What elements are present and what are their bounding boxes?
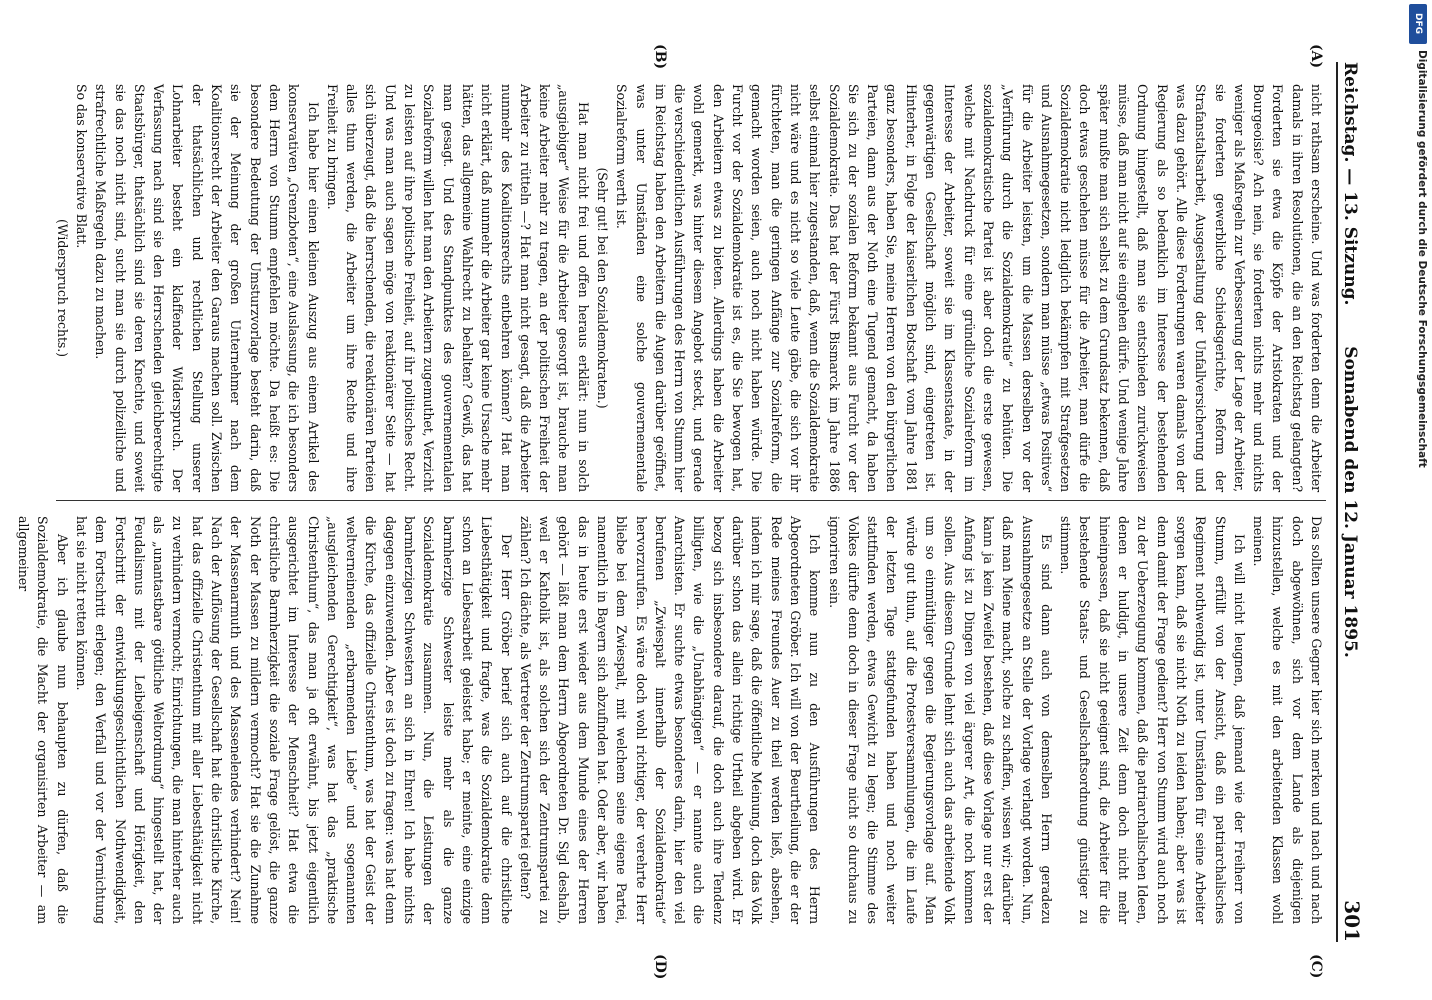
margin-marker-b: (B) [652,44,668,70]
dfg-logo: DFG [1409,4,1427,44]
paragraph: Ich will nicht leugnen, daß jemand wie der Freiherr von Stumm, erfüllt von der Ansicht, daß ein patriarchalisches Regiment nothwendig ist, unter Umständen für seine Arbeiter sorgen kann, daß sie nicht Noth zu leiden haben; aber was ist denn damit der Frage gedient? Herr von Stumm wird auch noch zu der Ueberzeugung kommen, daß die patriarchalischen Ideen, denen er huldigt, in unsere Zeit denn doch nicht mehr hineinpassen, daß sie nicht geeignet sind, die Arbeiter für die bestehende Staats- und Gesellschaftsordnung günstiger zu stimmen. [1058,516,1247,924]
margin-marker-a: (A) [1308,44,1324,69]
paragraph: Das sollten unsere Gegner hier sich merken und nach und nach doch abgewöhnen, sich vor dem Lande als diejenigen hinzustellen, welche es mit den arbeitenden Klassen wohl meinen. [1251,516,1324,924]
paragraph: Hat man nicht frei und offen heraus erklärt: nun in solch „ausgiebiger“ Weise für die Arbeiter gesorgt ist, brauche man keine Arbeiter mehr zu tragen, an der politischen Freiheit der Arbeiter zu rütteln —? Hat man nicht gesagt, daß die Arbeiter nunmehr des Koalitionsrechts entbehren können? Hat man nicht erklärt, daß nunmehr die Arbeiter gar keine Ursache mehr hätten, das allgemeine Wahlrecht zu behalten? Gewiß, das hat man gesagt. Und des Standpunktes des gouvernementalen Sozialreform willen hat man den Arbeitern zugemuthet, Verzicht zu leisten auf ihre politische Freiheit, auf ihr politisches Recht. Und was man auch sagen möge von reaktionärer Seite — hat sich überzeugt, daß die herrschenden, die reaktionären Parteien alles thun werden, die Arbeiter um ihre Rechte und ihre Freiheit zu bringen. [324,84,591,492]
dfg-credit-text: Digitalisierung gefördert durch die Deutsche Forschungsgemeinschaft [1416,50,1428,468]
page-number: 301 [1340,900,1364,942]
margin-marker-c: (C) [1308,954,1324,979]
paragraph: Der Herr Gröber berief sich auch auf die christliche Liebesthätigkeit und fragte, was die Sozialdemokratie denn schon an Liebesarbeit geleistet habe; er meinte, eine einzige barmherzige Schwester leiste mehr als die ganze Sozialdemokratie zusammen. Nun, die Leistungen der barmherzigen Schwestern an sich in Ehren! Ich habe nichts dagegen einzuwenden. Aber es ist doch zu fragen: was hat denn die Kirche, das offizielle Christenthum, was hat der Geist der weltverneinenden „erbarmenden Liebe“ und sogenannten „ausgleichenden Gerechtigkeit“, was hat das „praktische Christenthum“, das man ja oft erwähnt, bis jetzt eigentlich ausgerichtet im Interesse der Menschheit? Hat etwa die christliche Barmherzigkeit die soziale Frage gelöst, die ganze Noth der Massen zu mildern vermocht? Hat sie die Zunahme der Massenarmuth und des Massenelendes verhindert? Nein! Nach der Auflösung der Gesellschaft hat die christliche Kirche, hat das offizielle Christenthum mit aller Liebesthätigkeit nicht zu verhindern vermocht; Einrichtungen, die man hinterher auch als „unantastbare göttliche Weltordnung“ hingestellt hat, der Feudalismus mit der Leibeigenschaft und Hörigkeit, den Fortschritt der entwicklungsgeschichtlichen Nothwendigkeit, dem Fortschritt erlegen; den Verfall und vor der Vernichtung hat sie nicht retten können. [74,516,514,924]
header-left: Reichstag. — 13. Sitzung. [1340,62,1360,306]
page-header [1336,62,1364,942]
paragraph: Es sind dann auch von demselben Herrn geradezu Ausnahmegesetze an Stelle der Vorlage verlangt worden. Nun, daß man Miene macht, solche zu schaffen, wissen wir; darüber kann ja kein Zweifel bestehen, daß diese Vorlage nur erst der Anfang ist zu Dingen von viel ärgerer Art, die noch kommen sollen. Aus diesem Grunde lehnt sich auch das arbeitende Volk um so einmüthiger gegen die Regierungsvorlage auf. Man würde gut thun, auf die Protestversammlungen, die im Laufe der letzten Tage stattgefunden haben und noch weiter stattfinden werden, etwas Gewicht zu legen; die Stimme des Volkes dürfte denn doch in dieser Frage nicht so durchaus zu ignoriren sein. [826,516,1054,924]
margin-marker-d: (D) [652,954,668,980]
header-date: Sonnabend den 12. Januar 1895. [1340,346,1360,658]
interjection: (Sehr gut! bei den Sozialdemokraten.) [595,167,611,409]
paragraph: nicht rathsam erscheine. Und was forderten denn die Arbeiter damals in ihren Resolutionen, die an den Reichstag gelangten? Forderten sie etwa die Köpfe der Aristokraten und der Bourgeoisie? Ach nein, sie forderten nichts mehr und nichts weniger als Maßregeln zur Verbesserung der Lage der Arbeiter, sie forderten gewerbliche Schiedsgerichte, Reform der Strafanstaltsarbeit, Ausgestaltung der Unfallversicherung und was dazu gehört. Alle diese Forderungen waren damals von der Regierung als so bedenklich im Interesse der bestehenden Ordnung hingestellt, daß man sie entschieden zurückweisen müsse, daß man nicht auf sie eingehen dürfe. Und wenige Jahre später mußte man sich selbst zu dem Grundsatz bekennen, daß doch etwas geschehen müsse für die Arbeiter, man dürfe die Sozialdemokratie nicht lediglich bekämpfen mit Strafgesetzen und Ausnahmegesetzen, sondern man müsse „etwas Positives“ für die Arbeiter leisten, um die Massen derselben vor der „Verführung durch die Sozialdemokratie“ zu behüten. Die sozialdemokratische Partei ist aber doch die erste gewesen, welche mit Nachdruck für eine gründliche Sozialreform im Interesse der Arbeiter, soweit sie im Klassenstaate, in der gegenwärtigen Gesellschaft möglich sind, eingetreten ist. Hinterher, in Folge der kaiserlichen Botschaft vom Jahre 1881 ganz besonders, haben Sie, meine Herren von den bürgerlichen Parteien, dann aus der Noth eine Tugend gemacht, da haben Sie sich zu der sozialen Reform bekannt aus Furcht vor der Sozialdemokratie. Das hat der Fürst Bismarck im Jahre 1886 selbst einmal hier zugestanden, daß, wenn die Sozialdemokratie nicht wäre und es nicht so viele Leute gäbe, die sich vor ihr fürchteten, man die geringen Anfänge zur Sozialreform, die gemacht worden seien, auch noch nicht haben würde. Die Furcht vor der Sozialdemokratie ist es, die Sie bewogen hat, den Arbeitern etwas zu bieten. Allerdings haben die Arbeiter wohl gemerkt, was hinter diesem Angebot steckt, und gerade die verschiedentlichen Ausführungen des Herrn von Stumm hier im Reichstag haben den Arbeitern die Augen darüber geöffnet, was unter Umständen eine solche gouvernementale Sozialreform werth ist. [614,84,1324,492]
text-column-left [36,84,1326,492]
text-column-right [16,516,1326,924]
paragraph: So das konservative Blatt. [74,84,89,249]
paragraph: Aber ich glaube nun behaupten zu dürfen, daß die Sozialdemokratie, die Macht der organisirten Arbeiter — am allgemeiner [16,516,70,924]
interjection: (Widerspruch rechts.) [54,219,70,357]
paragraph: Ich komme nun zu den Ausführungen des Herrn Abgeordneten Gröber. Ich will von der Beurtheilung, die er der Rede meines Freundes Auer zu theil werden ließ, absehen, indem ich mir sage, daß die öffentliche Meinung, doch das Volk darüber schon das allein richtige Urtheil abgeben wird. Er bezog sich insbesondere darauf, die doch auch ihre Tendenz billigten, wie die „Unabhängigen“ — er nannte auch die Anarchisten. Er suchte etwas besonderes darin, hier den viel berufenen „Zwiespalt innerhalb der Sozialdemokratie“ hervorzurufen. Es wäre doch wohl richtiger, der verehrte Herr bliebe bei dem Zwiespalt, mit welchem seine eigene Partei, namentlich in Bayern sich abzufinden hat. Oder aber, wir haben das in heute erst wieder aus dem Munde eines der Herren gehört — läßt man dem Herrn Abgeordneten Dr. Sigl deshalb, weil er Katholik ist, als solchen sich der Zentrumspartei zu zählen? Ich dächte, als Vertreter der Zentrumspartei gelten? [517,516,823,924]
column-divider [56,500,1326,501]
paragraph: Ich habe hier einen kleinen Auszug aus einem Artikel des konservativen „Grenzboten“, eine Auslassung, die ich besonders dem Herrn von Stumm empfehlen möchte. Da heißt es: Die besondere Bedeutung der Umsturzvorlage besteht darin, daß sie der Meinung der großen Unternehmer nach dem Koalitionsrecht der Arbeiter den Garaus machen soll. Zwischen der thatsächlichen und rechtlichen Stellung unserer Lohnarbeiter besteht ein klaffender Widerspruch. Der Verfassung nach sind sie den Herrschenden gleichberechtigte Staatsbürger, thatsächlich sind sie deren Knechte, und soweit sie das noch nicht sind, sucht man sie durch polizeiliche und strafrechtliche Maßregeln dazu zu machen. [93,84,321,492]
